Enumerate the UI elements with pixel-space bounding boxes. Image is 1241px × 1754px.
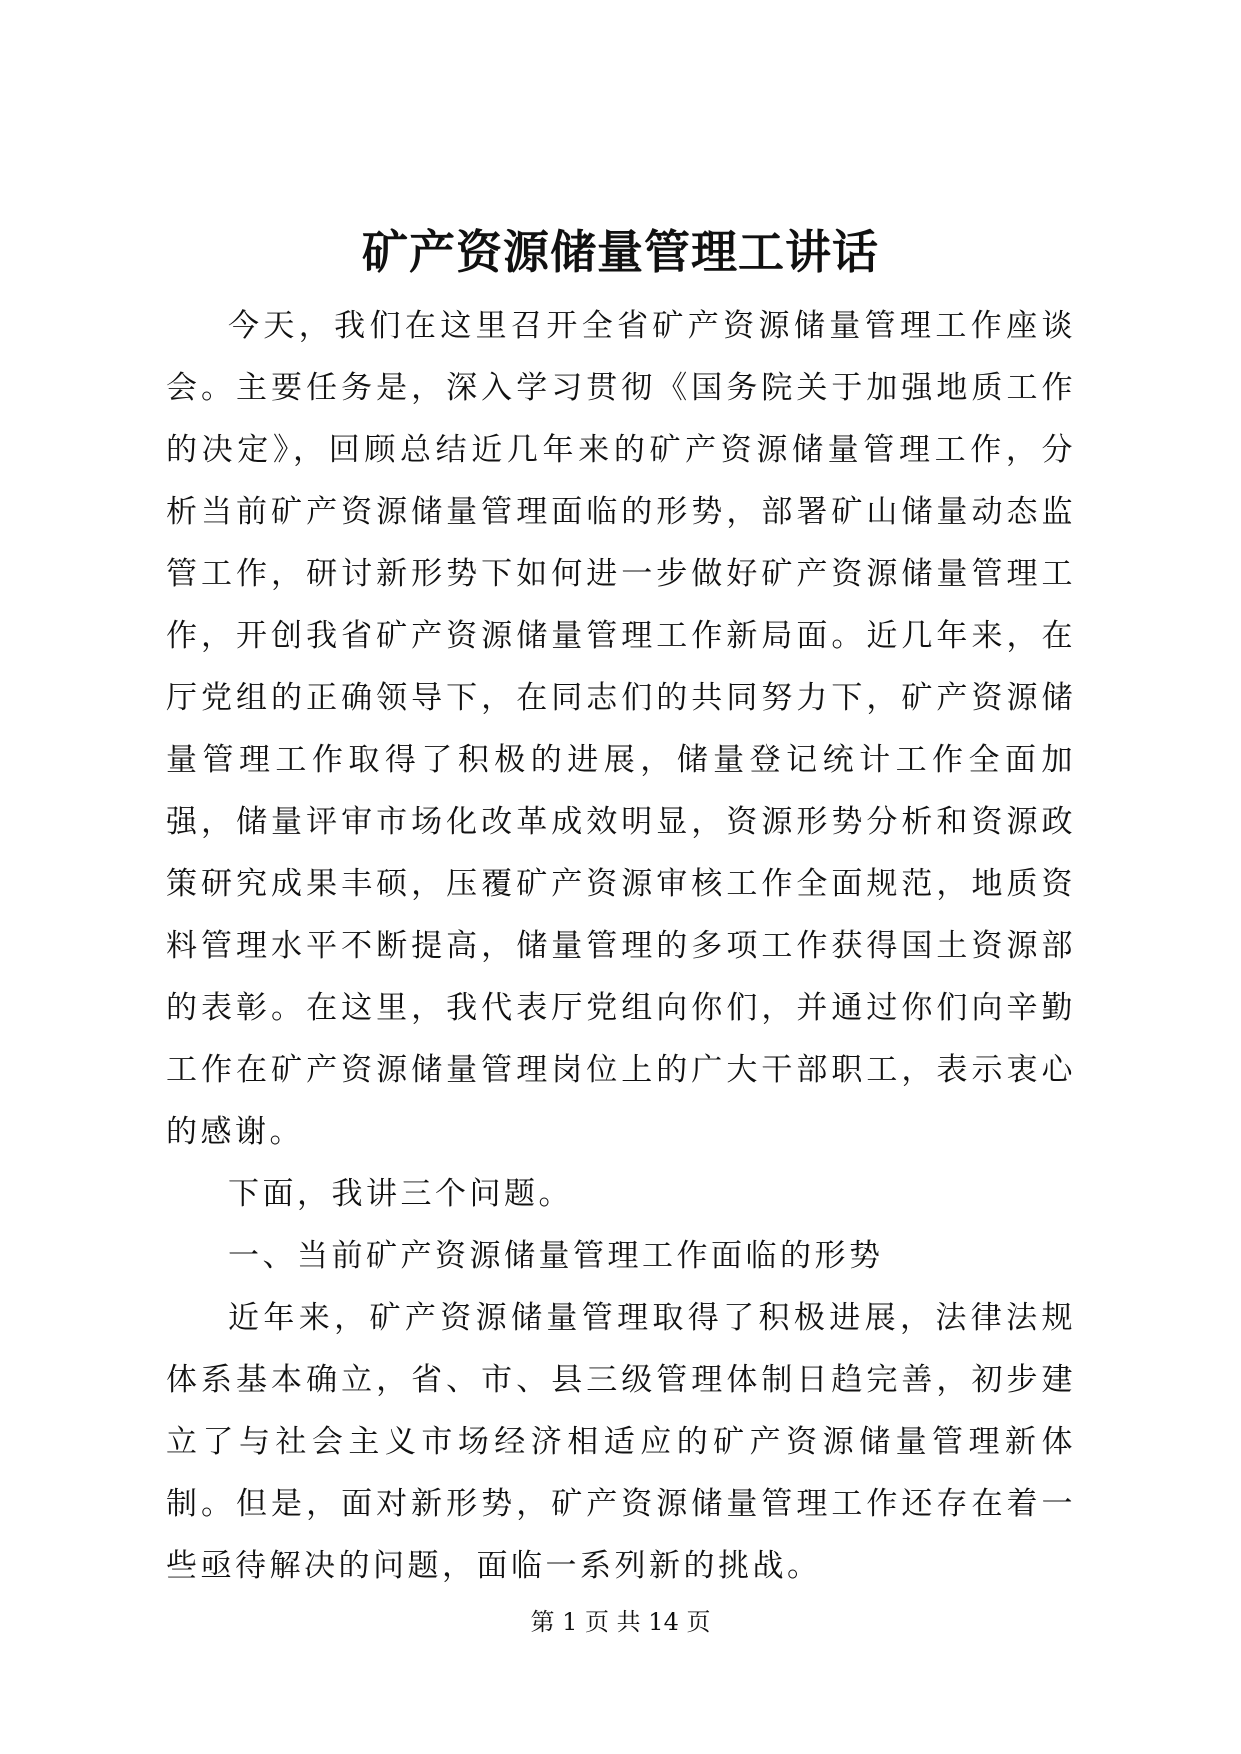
document-title: 矿产资源储量管理工讲话 — [362, 225, 879, 279]
page-footer: 第 1 页 共 14 页 — [530, 1608, 711, 1636]
paragraph-intro-three-issues: 下面，我讲三个问题。 — [228, 1176, 573, 1212]
document-body — [166, 295, 1076, 1597]
paragraph-recent-progress: 近年来，矿产资源储量管理取得了积极进展，法律法规体系基本确立，省、市、县三级管理体制日趋完善，初步建立了与社会主义市场经济相适应的矿产资源储量管理新体制。但是，面对新形势，矿产资源储量管理工作还存在着一些亟待解决的问题，面临一系列新的挑战。 — [166, 1300, 1076, 1584]
section-heading-1: 一、当前矿产资源储量管理工作面临的形势 — [228, 1238, 884, 1274]
paragraph-opening: 今天，我们在这里召开全省矿产资源储量管理工作座谈会。主要任务是，深入学习贯彻《国务院关于加强地质工作的决定》，回顾总结近几年来的矿产资源储量管理工作，分析当前矿产资源储量管理面临的形势，部署矿山储量动态监管工作，研讨新形势下如何进一步做好矿产资源储量管理工作，开创我省矿产资源储量管理工作新局面。近几年来，在厅党组的正确领导下，在同志们的共同努力下，矿产资源储量管理工作取得了积极的进展，储量登记统计工作全面加强，储量评审市场化改革成效明显，资源形势分析和资源政策研究成果丰硕，压覆矿产资源审核工作全面规范，地质资料管理水平不断提高，储量管理的多项工作获得国土资源部的表彰。在这里，我代表厅党组向你们，并通过你们向辛勤工作在矿产资源储量管理岗位上的广大干部职工，表示衷心的感谢。 — [166, 308, 1076, 1150]
